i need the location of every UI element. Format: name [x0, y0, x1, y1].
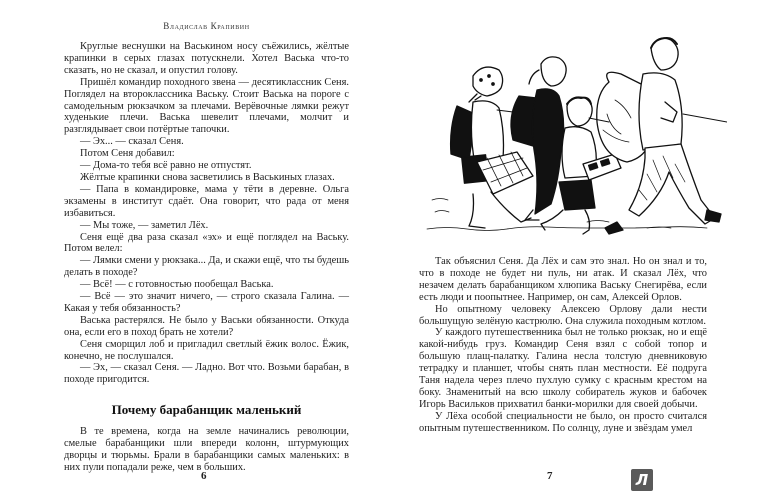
paragraph: — Всё! — с готовностью пообещал Васька. [80, 279, 274, 291]
paragraph: — Эх, — сказал Сеня. — Ладно. Вот что. Возьми барабан, в походе пригодится. [64, 362, 349, 386]
paragraph: — Эх... — сказал Сеня. [80, 136, 184, 148]
chapter-title: Почему барабанщик маленький [111, 402, 302, 418]
paragraph: В те времена, когда на земле начинались революции, смелые барабанщики шли впереди колонн, штурмующих дворцы и тюрьмы. Брали в барабанщики самых маленьких: в них пули попадали реже, чем в больших. [64, 426, 349, 473]
chapter-text [64, 426, 349, 474]
paragraph: Потом Сеня добавил: [80, 148, 175, 160]
left-page-column [64, 20, 349, 474]
paragraph: — Папа в командировке, мама у тёти в деревне. Ольга экзамены в институт сдаёт. Она говорит, что рада от меня избавиться. [64, 183, 349, 219]
paragraph: Жёлтые крапинки снова засветились в Васькиных глазах. [80, 171, 335, 183]
running-head-author: Владислав Крапивин [163, 21, 250, 31]
paragraph: У Лёха особой специальности не было, он просто считался опытным путешественником. По солнцу, луне и звёздам умел [419, 410, 707, 434]
paragraph: Пришёл командир походного звена — десятиклассник Сеня. Поглядел на второклассника Ваську. Стоит Васька на пороге с самодельным рюкзачком за плечами. Верёвочные лямки режут худенькие плечи. Васька шевелит плечами, молчит и разглядывает свои потёртые тапочки. [64, 76, 349, 136]
tall-boy-figure [597, 38, 727, 234]
paragraph: Сеня ещё два раза сказал «эх» и ещё поглядел на Ваську. Потом велел: [64, 231, 349, 255]
logo-glyph: Л [635, 470, 649, 489]
paragraph: Круглые веснушки на Васькином носу съёжились, жёлтые крапинки в серых глазах потускнели. Хотел Васька что-то сказать, но не сказал, и опустил голову. [64, 41, 349, 76]
right-page-column [419, 256, 707, 435]
paragraph: Так объяснил Сеня. Да Лёх и сам это знал. Но он знал и то, что в походе не будет ни пуль, ни атак. И сказал Лёх, что незачем делать барабанщиком хлюпика Ваську Снегирёва, если есть люди и поопытнее. Например, он сам, Алексей Орлов. [419, 256, 707, 303]
girl-figure [451, 67, 533, 228]
paragraph: — Всё — это значит ничего, — строго сказала Галина. — Какая у тебя обязанность? [64, 291, 349, 314]
paragraph: — Дома-то тебя всё равно не отпустят. [80, 160, 252, 172]
paragraph: У каждого путешественника был не только рюкзак, но и ещё какой-нибудь груз. Командир Сеня взял с собой топор и большую плащ-палатку. Галина несла толстую дневниковую тетрадку и планшет, чтобы снять план местности. Её подруга Таня надела через плечо пухлую сумку с красным крестом на боку. Знаменитый на всю школу собиратель жуков и бабочек Игорь Васильков прихватил банки-морилки для своей добычи. [419, 327, 707, 410]
right-page-text [419, 256, 707, 435]
left-page-text [64, 41, 349, 386]
paragraph: Васька растерялся. Не было у Васьки обязанности. Откуда она, если его в поход брать не хотели? [64, 314, 349, 338]
paragraph: — Лямки смени у рюкзака... Да, и скажи ещё, что ты будешь делать в походе? [64, 255, 349, 279]
paragraph: — Мы тоже, — заметил Лёх. [80, 219, 209, 231]
walking-children-illustration-icon [407, 14, 727, 250]
right-page [385, 0, 770, 501]
paragraph: Сеня сморщил лоб и пригладил светлый ёжик волос. Ёжик, конечно, не послушался. [64, 338, 349, 362]
tall-girl-figure [511, 57, 566, 220]
paragraph: Но опытному человеку Алексею Орлову дали нести большущую зелёную кастрюлю. Она служила походным котлом. [419, 303, 707, 327]
publisher-logo-icon [631, 469, 653, 491]
page-number-right: 7 [547, 470, 553, 482]
page-number-left: 6 [201, 470, 207, 482]
